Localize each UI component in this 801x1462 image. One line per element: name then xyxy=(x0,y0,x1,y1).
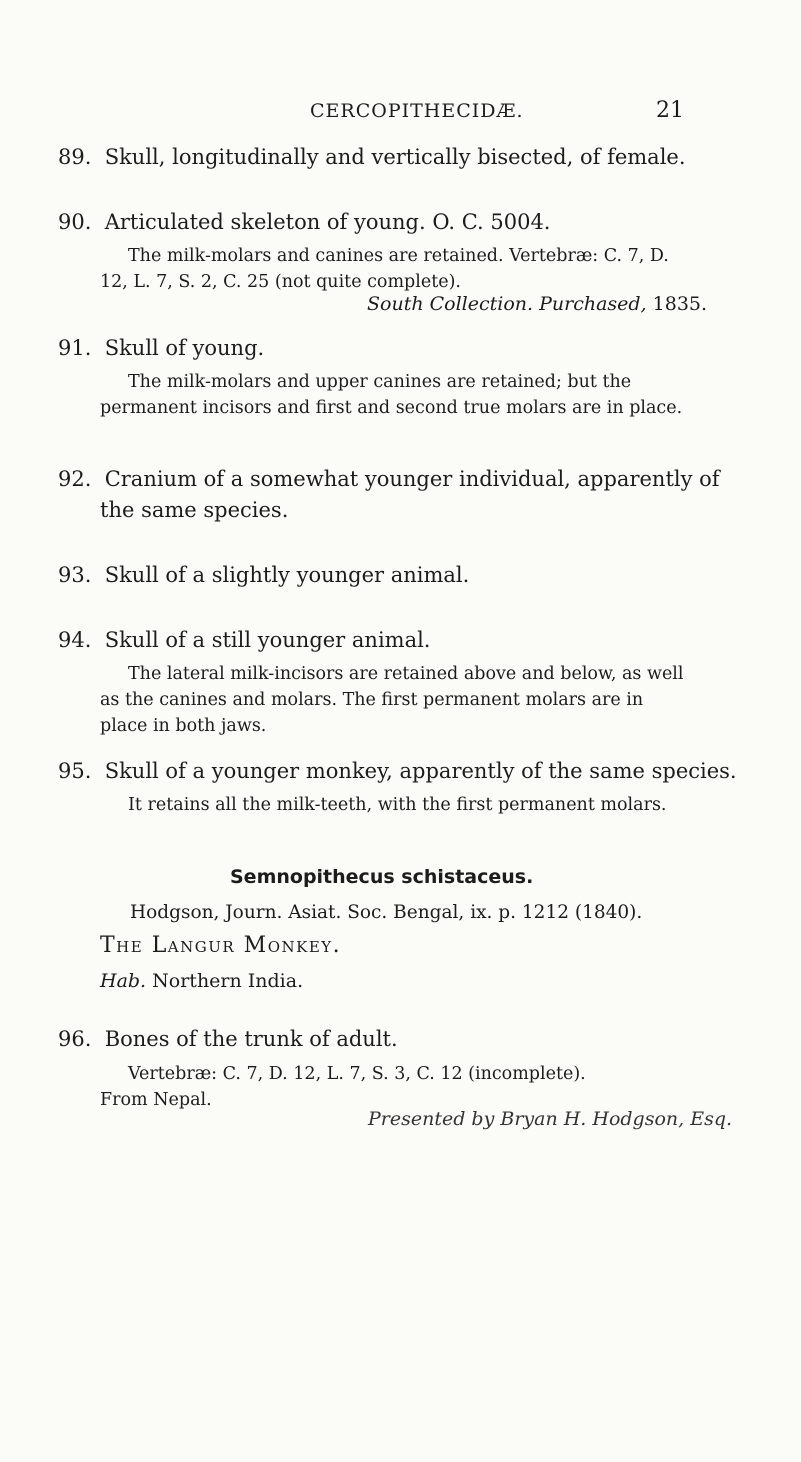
entry-title: Skull of young. xyxy=(104,336,265,360)
running-title: CERCOPITHECIDÆ. xyxy=(310,100,524,122)
entry-number: 92. xyxy=(58,467,92,491)
entry-90-attribution xyxy=(367,293,707,315)
entry-93 xyxy=(58,563,469,587)
species-habitat xyxy=(100,970,303,992)
entry-title: Skull of a younger monkey, apparently of the same species. xyxy=(104,759,737,783)
entry-title-line1: Cranium of a somewhat younger individual, apparently of xyxy=(104,467,720,491)
entry-96 xyxy=(58,1027,398,1051)
entry-96-origin: From Nepal. xyxy=(100,1090,212,1110)
entry-94-note: The lateral milk-incisors are retained above and below, as well as the canines and molars. The first permanent molars are in place in both jaws. xyxy=(100,664,684,736)
attribution-text: South Collection. Purchased, xyxy=(367,293,647,315)
entry-number: 96. xyxy=(58,1027,92,1051)
entry-title: Bones of the trunk of adult. xyxy=(104,1027,398,1051)
entry-number: 94. xyxy=(58,628,92,652)
species-common-name: The Langur Monkey. xyxy=(100,933,342,958)
entry-number: 89. xyxy=(58,145,92,169)
page-number: 21 xyxy=(656,98,684,123)
entry-96-presented: Presented by Bryan H. Hodgson, Esq. xyxy=(368,1108,733,1130)
entry-number: 95. xyxy=(58,759,92,783)
entry-91 xyxy=(58,336,264,360)
entry-90-note: The milk-molars and canines are retained. Vertebræ: C. 7, D. 12, L. 7, S. 2, C. 25 (not quite complete). xyxy=(100,246,669,292)
entry-title: Skull of a slightly younger animal. xyxy=(104,563,470,587)
entry-95-note: It retains all the milk-teeth, with the first permanent molars. xyxy=(128,795,667,815)
entry-94 xyxy=(58,628,431,652)
entry-number: 93. xyxy=(58,563,92,587)
species-reference: Hodgson, Journ. Asiat. Soc. Bengal, ix. p. 1212 (1840). xyxy=(130,902,643,923)
entry-89 xyxy=(58,145,686,169)
entry-title: Skull of a still younger animal. xyxy=(104,628,431,652)
entry-title: Skull, longitudinally and vertically bisected, of female. xyxy=(104,145,686,169)
entry-90 xyxy=(58,210,550,234)
habitat-label: Hab. xyxy=(100,970,147,992)
entry-title: Articulated skeleton of young. O. C. 5004. xyxy=(104,210,551,234)
entry-95 xyxy=(58,759,737,783)
attribution-year: 1835. xyxy=(652,293,708,315)
entry-92 xyxy=(58,467,720,491)
entry-number: 90. xyxy=(58,210,92,234)
entry-96-note: Vertebræ: C. 7, D. 12, L. 7, S. 3, C. 12 (incomplete). xyxy=(128,1064,586,1084)
entry-91-note: The milk-molars and upper canines are retained; but the permanent incisors and first and second true molars are in place. xyxy=(100,372,683,418)
habitat-value: Northern India. xyxy=(152,970,304,992)
entry-number: 91. xyxy=(58,336,92,360)
entry-92-line2: the same species. xyxy=(100,498,289,522)
species-name: Semnopithecus schistaceus. xyxy=(230,866,534,888)
